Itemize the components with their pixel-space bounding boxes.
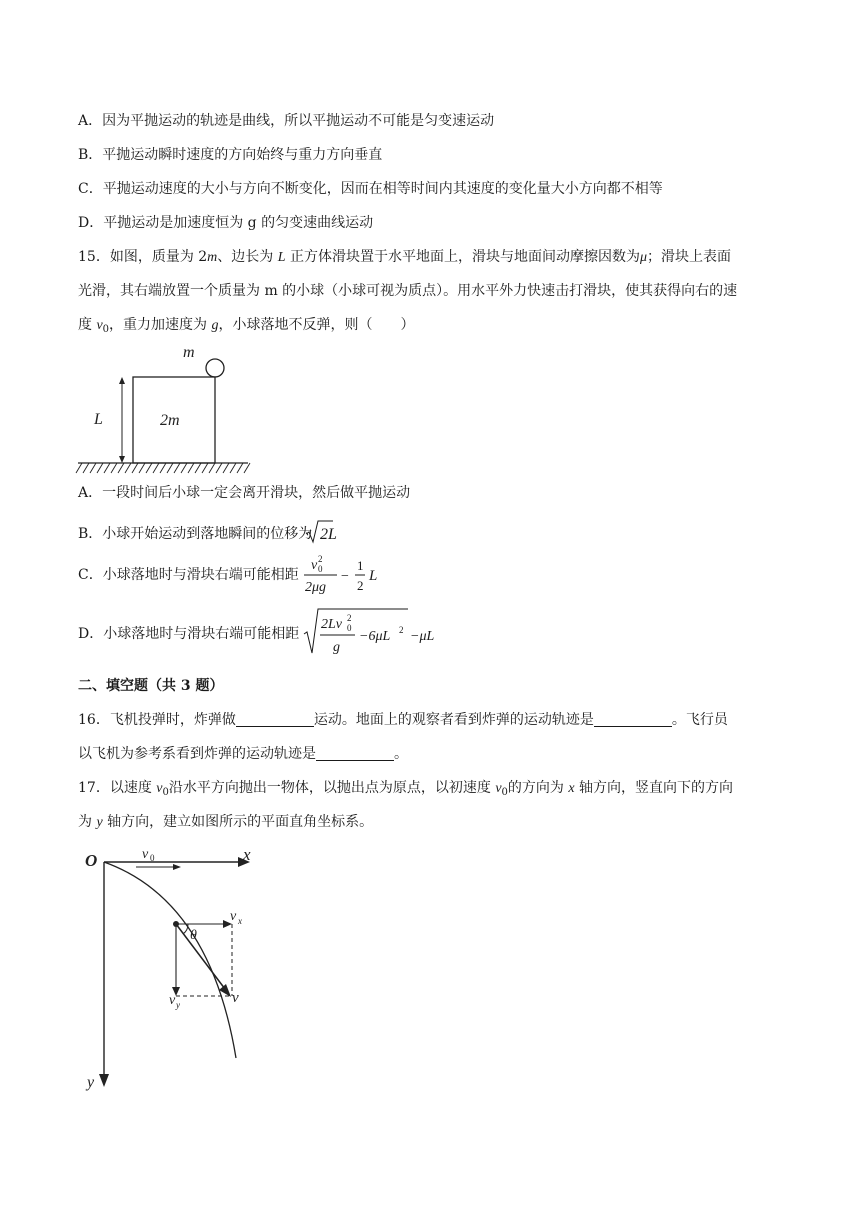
frac-num-sup: 2 xyxy=(347,613,352,623)
q15-option-b-text: B．小球开始运动到落地瞬间的位移为 xyxy=(78,526,313,542)
ball-mass-label: m xyxy=(183,344,195,361)
frac-num-sup: 2 xyxy=(318,554,323,564)
q17-var-y: y xyxy=(96,815,103,830)
q17-text: 轴方向，建立如图所示的平面直角坐标系。 xyxy=(102,814,374,830)
side-length-label: L xyxy=(94,411,103,428)
q15-stem-line1 xyxy=(78,247,731,268)
q14-option-c: C．平抛运动速度的大小与方向不断变化，因而在相等时间内其速度的变化量大小方向都不相等 xyxy=(78,181,663,197)
q15-var-g: g xyxy=(211,318,219,333)
q15-option-c-math xyxy=(303,553,393,597)
q17-sub: 0 xyxy=(501,787,508,798)
q15-var-L: L xyxy=(277,250,286,265)
q17-var-x: x xyxy=(568,781,575,796)
q16-text: 运动。地面上的观察者看到炸弹的运动轨迹是 xyxy=(313,712,594,728)
q17-var-v: v xyxy=(495,781,502,796)
dimension-arrow-up xyxy=(119,377,125,384)
middle-sup: 2 xyxy=(399,625,404,635)
section-title: 二、填空题（共 3 题） xyxy=(78,678,224,694)
q15-stem-line2: 光滑，其右端放置一个质量为 m 的小球（小球可视为质点）。用水平外力快速击打滑块，使其获得向右的速 xyxy=(78,283,738,299)
q17-sub: 0 xyxy=(162,787,169,798)
frac-den: g xyxy=(333,640,340,655)
x-axis-label: x xyxy=(243,845,251,864)
v0-label: v xyxy=(142,847,149,862)
q15-option-d-math xyxy=(303,606,453,656)
ground-hatching xyxy=(76,463,250,473)
q15-option-c-text: C．小球落地时与滑块右端可能相距 xyxy=(78,567,299,583)
q15-var-m: m xyxy=(207,250,218,265)
q15-text: ，小球落地不反弹，则（ ） xyxy=(218,317,415,333)
q16-text: 。 xyxy=(394,746,408,762)
frac-num-v: v xyxy=(311,558,318,573)
middle-term: −6μL xyxy=(359,629,391,644)
q17-var-v: v xyxy=(156,781,163,796)
vy-sub: y xyxy=(176,1000,180,1010)
sqrt-content: 2L xyxy=(320,526,337,543)
q15-option-d-text: D．小球落地时与滑块右端可能相距 xyxy=(78,626,300,642)
tail-term: −μL xyxy=(410,629,435,644)
theta-label: θ xyxy=(190,928,197,943)
answer-blank-1[interactable] xyxy=(236,712,314,727)
q15-var-v: v xyxy=(96,318,103,333)
q16-text: 。飞行员 xyxy=(671,712,728,728)
q17-text: 轴方向，竖直向下的方向 xyxy=(574,780,734,796)
sqrt-sign xyxy=(304,609,408,653)
vy-label: v xyxy=(169,993,176,1008)
frac-num-sub: 0 xyxy=(347,623,352,633)
q15-option-b-math xyxy=(305,518,365,546)
q14-option-d: D．平抛运动是加速度恒为 g 的匀变速曲线运动 xyxy=(78,215,374,231)
q16-text: 以飞机为参考系看到炸弹的运动轨迹是 xyxy=(78,746,316,762)
q14-option-b: B．平抛运动瞬时速度的方向始终与重力方向垂直 xyxy=(78,147,383,163)
trajectory-curve xyxy=(104,862,236,1058)
frac-num: 2Lv xyxy=(321,617,342,632)
minus-sign: − xyxy=(341,569,349,584)
vx-sub: x xyxy=(238,916,242,926)
q15-option-b xyxy=(78,524,312,544)
q15-option-c xyxy=(78,565,299,585)
q15-text: 正方体滑块置于水平地面上，滑块与地面间动摩擦因数为 xyxy=(285,249,640,265)
frac-den: 2μg xyxy=(305,580,327,595)
q17-text: 为 xyxy=(78,814,97,830)
tail-L: L xyxy=(369,568,378,584)
q16-text: 16．飞机投弹时，炸弹做 xyxy=(78,712,236,728)
ball xyxy=(206,359,224,377)
q14-option-a: A．因为平抛运动的轨迹是曲线，所以平抛运动不可能是匀变速运动 xyxy=(78,113,495,129)
q15-option-a: A．一段时间后小球一定会离开滑块，然后做平抛运动 xyxy=(78,485,411,501)
q15-stem-line3 xyxy=(78,315,415,340)
v-label: v xyxy=(232,990,239,1006)
v0-arrow-head xyxy=(173,864,181,870)
q17-text: 沿水平方向抛出一物体，以抛出点为原点，以初速度 xyxy=(168,780,496,796)
block-mass-label: 2m xyxy=(160,412,180,429)
q15-text: ；滑块上表面 xyxy=(647,249,732,265)
half-den: 2 xyxy=(357,578,364,593)
origin-label: O xyxy=(85,851,98,870)
answer-blank-2[interactable] xyxy=(594,712,672,727)
q16-line2 xyxy=(78,744,408,764)
q15-block-figure xyxy=(70,340,260,480)
q15-option-d xyxy=(78,624,299,644)
q17-line1 xyxy=(78,778,733,803)
v0-sub: 0 xyxy=(150,853,155,863)
half-num: 1 xyxy=(357,558,364,573)
q15-text: 、边长为 xyxy=(217,249,278,265)
y-axis-label: y xyxy=(87,1074,95,1091)
q17-projectile-figure xyxy=(80,840,280,1100)
q17-text: 的方向为 xyxy=(507,780,569,796)
frac-num-sub: 0 xyxy=(318,564,323,574)
vx-label: v xyxy=(230,909,237,924)
q15-var-mu: μ xyxy=(640,250,648,265)
q15-text: 15．如图，质量为 2 xyxy=(78,249,208,265)
q17-text: 17．以速度 xyxy=(78,780,157,796)
q17-line2 xyxy=(78,812,373,833)
q15-text: ，重力加速度为 xyxy=(109,317,212,333)
q15-sub: 0 xyxy=(102,324,110,335)
answer-blank-3[interactable] xyxy=(316,746,394,761)
y-axis-arrow xyxy=(99,1074,109,1087)
dimension-arrow-down xyxy=(119,456,125,463)
q15-text: 度 xyxy=(78,317,97,333)
q16-line1 xyxy=(78,710,728,730)
